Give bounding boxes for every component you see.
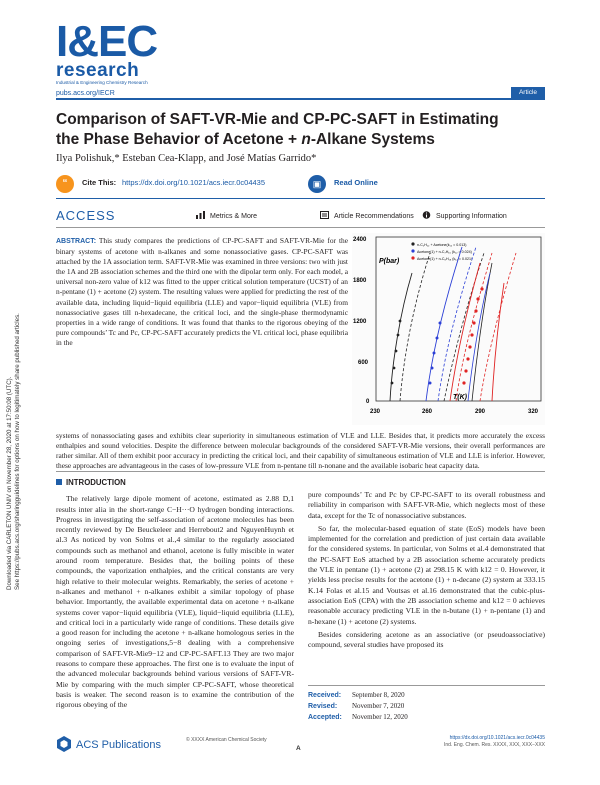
acs-publications-logo[interactable] — [56, 735, 161, 753]
blue-point — [429, 382, 432, 385]
supporting-info-icon — [422, 211, 431, 219]
download-notice-line2: See https://pubs.acs.org/sharingguidelines for options on how to legitimately share published articles. — [14, 313, 21, 590]
page-number: A — [296, 745, 301, 752]
received-date: September 8, 2020 — [352, 691, 405, 699]
legend-entry-1: Acetone(1) + n-C₇H₁₆ (k₁₂ = 0.024) — [417, 250, 472, 254]
recommendations-link[interactable] — [320, 211, 414, 220]
journal-logo[interactable] — [56, 17, 176, 85]
toc-chart — [352, 233, 545, 425]
legend-marker-0 — [411, 242, 414, 245]
accepted-date: November 12, 2020 — [352, 713, 408, 721]
x-axis-label: T(K) — [453, 394, 467, 401]
publisher-name: ACS Publications — [76, 739, 161, 751]
abstract-body: This study compares the predictions of CP-PC-SAFT and SAFT-VR-Mie for the binary systems of acetone with n-alkanes and some nonassociative gases. CP-PC-SAFT was attached by the 1A association term. SAFT-VR-Mie was examined in three versions: two with just the 1A and 2B association schemes and the third one with the dipolar term only. For each model, a universal non-zero value of k12 was fitted to the upper critical solution temperature (UCST) of an n-pentane (1) + acetone (2) system. The resulting values were applied for predicting the rest of the available data, including liquid−liquid equilibria (LLE) and vapor−liquid equilibria (VLE) from nonassociative gases till n-hexadecane, the critical loci, and the single-phase thermodynamic properties in a wide range of conditions. It was found that thanks to the rigorous obeying of the pure compounds’ Tc and Pc, CP-PC-SAFT accurately predicts the VL critical loci, phase equilibria in the — [56, 236, 348, 347]
red-point — [464, 369, 467, 372]
footer-citation — [444, 735, 545, 749]
legend-marker-2 — [411, 256, 414, 259]
legend-entry-2: Acetone(1) + n-C₈H₁₈ (k₁₂ = 0.021) — [417, 257, 473, 261]
supporting-info-label: Supporting Information — [436, 213, 507, 220]
document-icon — [320, 211, 329, 219]
title-part1: Comparison of SAFT-VR-Mie and CP-PC-SAFT in Estimating the Phase Behavior of Acetone + — [56, 111, 499, 148]
blue-point — [439, 322, 442, 325]
page-footer — [56, 731, 545, 759]
introduction-paragraph: The relatively large dipole moment of acetone, estimated as 2.88 D,1 results inter alia in the short-range C−H···O hydrogen bonding interactions. Progress in investigating the self-association of acetone molecules has been recently reviewed by De Beuckeleer and Herrebout2 and NguyenHuynh et al.3 As noticed by von Solms et al.,4 similar to the regularly associated compounds such as methanol and ethanol, acetone is fully miscible in water around room temperature. Besides that, the boiling points of these compounds, the vaporization enthalpies, and the critical constants are very high relative to their molecular weights. Remarkably, the series of acetone + n-alkanes and methanol + n-alkanes exhibit a similar topology of phase behavior. Importantly, the available experimental data on acetone + n-alkane systems cover vapor−liquid equilibria (VLE), liquid−liquid equilibria (LLE), and critical loci in a particularly wide range of conditions. These details give a good reason for including the acetone + n-alkane homologous series in the ongoing series of investigations,5−8 dealing with a comprehensive comparison of SAFT-VR-Mie9−12 and CP-PC-SAFT.13 They are two major reasons to compare these approaches. The first one is to evaluate the input of the advanced molecular backgrounds behind various versions of SAFT-VR-Mie by comparing with the much simpler CP-PC-SAFT, whose theoretical basis is weaker. The second reason is to examine the contribution of the rigorous obeying of the — [56, 494, 294, 710]
section-square-icon — [56, 479, 62, 485]
received-row — [308, 690, 545, 701]
legend-marker-1 — [411, 249, 414, 252]
journal-logo-main: I&EC — [56, 17, 158, 66]
read-online-label: Read Online — [334, 178, 378, 187]
black-point — [391, 382, 394, 385]
y-tick-1200: 1200 — [353, 319, 367, 325]
received-dates — [308, 685, 545, 723]
metrics-label: Metrics & More — [210, 213, 258, 220]
download-notice — [6, 210, 28, 590]
abstract-heading: ABSTRACT: — [56, 238, 97, 245]
article-type-badge: Article — [511, 87, 545, 98]
black-point — [397, 334, 400, 337]
abstract-continuation: systems of nonassociating gases and exhibits clear superiority in simultaneous estimation of VLE and LLE. Besides that, it predicts more accurately the excess enthalpies and sound velocities. Despite the difference between molecular backgrounds of the considered SAFT-VR-Mie versions, their overall performances are rather similar. All of them exhibit poor accuracy in predicting the critical loci, and their capability of simultaneous estimation of VLE and LLE is inferior. However, these approaches are advantageous in the cases of low-pressure VLE from n-pentane till n-nonane and the available isobaric heat capacity data. — [56, 431, 545, 471]
accepted-row — [308, 712, 545, 723]
abstract-text — [56, 236, 348, 348]
legend-entry-0: n-C₅H₁₂ + Acetone(k₁₂ = 0.013) — [417, 243, 467, 247]
accepted-label: Accepted: — [308, 714, 342, 721]
black-point — [399, 320, 402, 323]
download-notice-line1: Downloaded via CARLETON UNIV on November 28, 2020 at 17:50:08 (UTC). — [6, 376, 13, 590]
revised-date: November 7, 2020 — [352, 702, 405, 710]
right-paragraph-3: Besides considering acetone as an associative (or pseudoassociative) compound, several studies have proposed its — [308, 629, 545, 650]
title-part2: -Alkane Systems — [310, 131, 435, 148]
introduction-heading — [56, 478, 294, 488]
y-axis-label: P(bar) — [379, 258, 400, 265]
cite-icon: “ — [56, 175, 74, 193]
cite-row — [56, 174, 545, 196]
blue-point — [433, 352, 436, 355]
cite-divider — [56, 198, 545, 199]
access-label: ACCESS — [56, 208, 116, 223]
author-list[interactable]: Ilya Polishuk,* Esteban Cea-Klapp, and José Matías Garrido* — [56, 153, 317, 164]
title-italic-n: n — [301, 131, 311, 148]
blue-point — [431, 367, 434, 370]
journal-url-link[interactable]: pubs.acs.org/IECR — [56, 90, 115, 97]
cite-label: Cite This: — [82, 178, 117, 187]
header-divider — [56, 98, 545, 100]
recommendations-label: Article Recommendations — [334, 213, 414, 220]
right-paragraph-1: pure compounds’ Tc and Pc by CP-PC-SAFT to its overall robustness and reliability in comparison with SAFT-VR-Mie, which neglects most of these data, except for the Tc of nonassociative substances. — [308, 490, 545, 520]
x-tick-260: 260 — [422, 409, 433, 415]
metrics-icon — [196, 211, 205, 219]
red-point — [472, 321, 475, 324]
read-online-icon: ▣ — [308, 175, 326, 193]
toc-graphic — [352, 233, 545, 425]
metrics-link[interactable] — [196, 211, 257, 220]
red-point — [476, 297, 479, 300]
x-tick-290: 290 — [475, 409, 486, 415]
introduction-column — [56, 478, 294, 711]
blue-point — [436, 337, 439, 340]
red-point — [462, 381, 465, 384]
x-tick-320: 320 — [528, 409, 539, 415]
revised-label: Revised: — [308, 703, 338, 710]
footer-doi-link[interactable]: https://dx.doi.org/10.1021/acs.iecr.0c04435 — [449, 735, 545, 741]
y-tick-1800: 1800 — [353, 278, 367, 284]
y-tick-0: 0 — [366, 399, 370, 405]
revised-row — [308, 701, 545, 712]
right-column — [308, 490, 545, 653]
received-label: Received: — [308, 692, 342, 699]
red-point — [470, 333, 473, 336]
access-bar — [56, 208, 545, 226]
y-tick-2400: 2400 — [353, 237, 367, 243]
red-point — [480, 287, 483, 290]
red-point — [466, 357, 469, 360]
journal-logo-tagline: Industrial & Engineering Chemistry Research — [56, 80, 148, 85]
acs-hexagon-icon — [56, 736, 72, 752]
red-point — [474, 309, 477, 312]
y-tick-600: 600 — [358, 360, 369, 366]
copyright-notice: © XXXX American Chemical Society — [186, 737, 267, 743]
supporting-info-link[interactable] — [422, 211, 507, 220]
introduction-heading-text: INTRODUCTION — [66, 478, 126, 487]
black-point — [395, 350, 398, 353]
x-tick-230: 230 — [370, 409, 381, 415]
doi-link[interactable]: https://dx.doi.org/10.1021/acs.iecr.0c04435 — [122, 178, 266, 187]
footer-journal-citation: Ind. Eng. Chem. Res. XXXX, XXX, XXX−XXX — [443, 742, 545, 748]
access-divider — [56, 227, 545, 228]
journal-logo-sub: research — [56, 60, 140, 81]
abstract-divider — [56, 471, 545, 472]
paper-title — [56, 110, 526, 150]
red-point — [468, 345, 471, 348]
right-paragraph-2: So far, the molecular-based equation of state (EoS) models have been implemented for the correlation and prediction of just certain data available for the considered systems. In particular, von Solms et al.4 demonstrated that the PC-SAFT EoS attached by a 2B association scheme accurately predicts the VLE in pentane (1) + acetone (2) at 298.15 K with k12 = 0. However, it yields less precise results for the acetone (1) + n-decane (2) system at 333.15 K.14 Folas et al.15 and Voutsas et al.16 demonstrated that the cubic-plus-association EoS (CPA) with the 2B association scheme and k12 = 0 achieves reasonable accuracy predicting VLE in the n-butane (1) + n-pentane (1) and n-hexane (1) + acetone (2) systems. — [308, 523, 545, 626]
black-point — [393, 367, 396, 370]
